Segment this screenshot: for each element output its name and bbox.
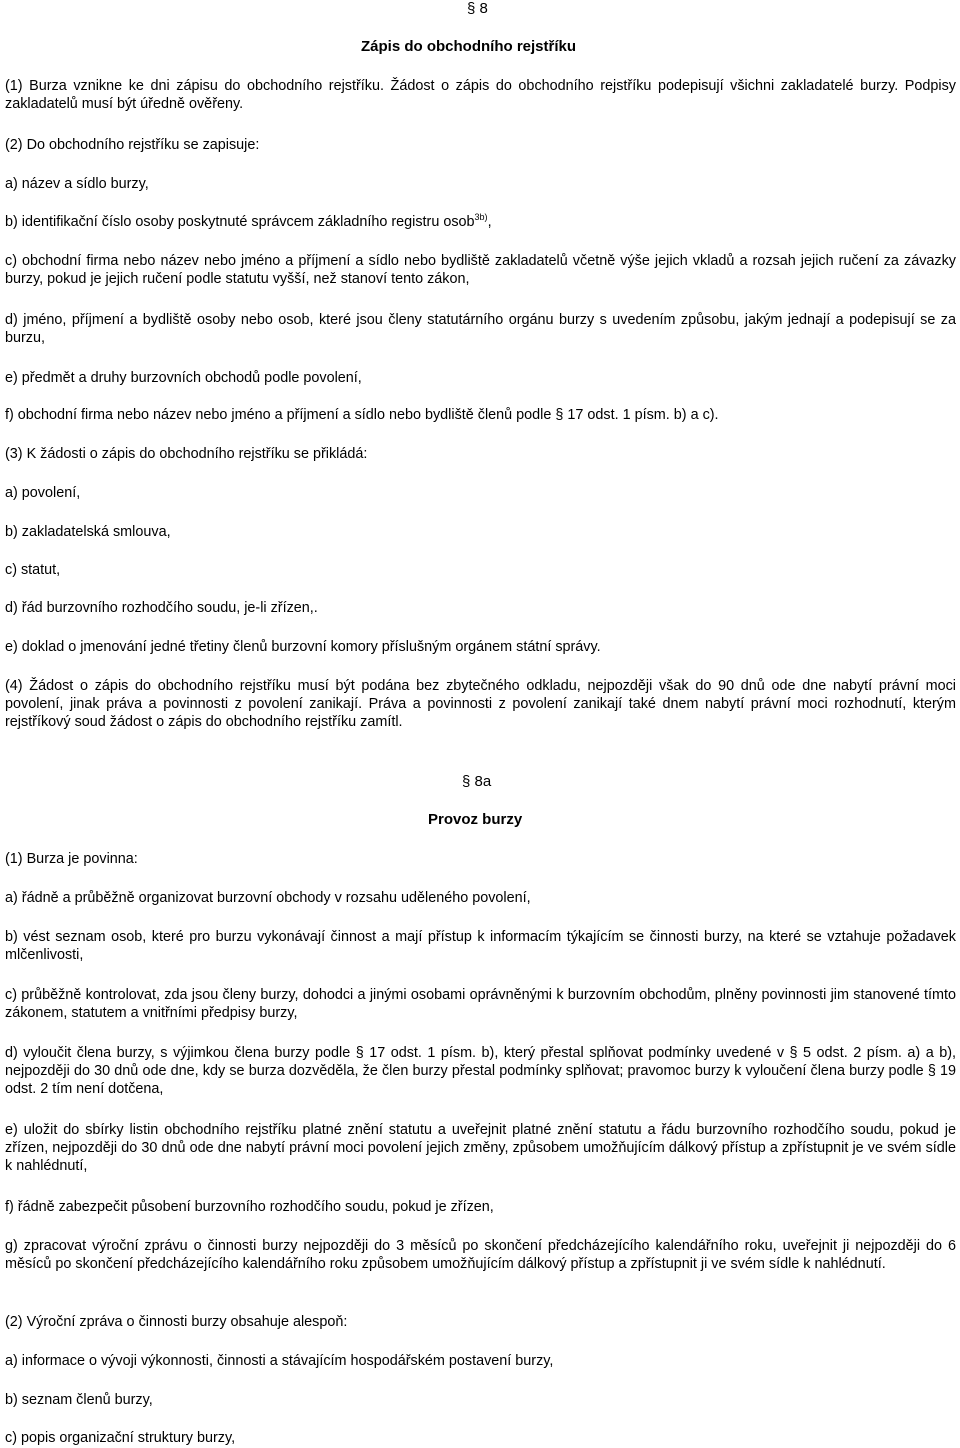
section-8-heading: § 8 [467,0,488,17]
s8a-item-1c: c) průběžně kontrolovat, zda jsou členy burzy, dohodci a jinými osobami oprávněnými k burzovním obchodům, plněny povinnosti jim stanovené tímto zákonem, statutem a vnitřními předpisy burzy, [5,987,956,1021]
s8a-paragraph-2-intro: (2) Výroční zpráva o činnosti burzy obsahuje alespoň: [5,1314,348,1330]
s8a-item-1g: g) zpracovat výroční zprávu o činnosti burzy nejpozději do 3 měsíců po skončení předcházejícího kalendářního roku, uveřejnit ji nejpozději do 6 měsíců po skončení předcházejícího kalendářního roku způsobem umožňujícím dálkový přístup a zpřístupnit ji ve svém sídle k nahlédnutí. [5,1238,956,1272]
s8a-item-1a: a) řádně a průběžně organizovat burzovní obchody v rozsahu uděleného povolení, [5,890,531,906]
s8-item-3b: b) zakladatelská smlouva, [5,524,171,540]
s8a-item-1b: b) vést seznam osob, které pro burzu vykonávají činnost a mají přístup k informacím týkajícím se činnosti burzy, na které se vztahuje požadavek mlčenlivosti, [5,929,956,963]
s8a-item-2c: c) popis organizační struktury burzy, [5,1430,236,1446]
s8-paragraph-1: (1) Burza vznikne ke dni zápisu do obchodního rejstříku. Žádost o zápis do obchodního rejstříku podepisují všichni zakladatelé burzy. Podpisy zakladatelů musí být úředně ověřeny. [5,78,956,112]
s8-item-2b-end: , [487,214,492,230]
s8a-item-2b: b) seznam členů burzy, [5,1392,153,1408]
s8-item-2a: a) název a sídlo burzy, [5,176,149,192]
s8-item-2c: c) obchodní firma nebo název nebo jméno a příjmení a sídlo nebo bydliště zakladatelů včetně výše jejich vkladů a rozsah jejich ručení za závazky burzy, pokud je jejich ručení podle statutu vyšší, než stanoví tento zákon, [5,253,956,287]
s8-paragraph-3-intro: (3) K žádosti o zápis do obchodního rejstříku se přikládá: [5,446,368,462]
s8a-item-1e: e) uložit do sbírky listin obchodního rejstříku platné znění statutu a uveřejnit platné znění statutu a řádu burzovního rozhodčího soudu, pokud je zřízen, nejpozději do 30 dnů ode dne nabytí právní moci povolení jejich změny, způsobem umožňujícím dálkový přístup a zpřístupnit je ve svém sídle k nahlédnutí, [5,1122,956,1174]
section-8a-title: Provoz burzy [428,811,523,828]
s8-item-3d: d) řád burzovního rozhodčího soudu, je-li zřízen,. [5,600,318,616]
s8-item-2b-text: b) identifikační číslo osoby poskytnuté správcem základního registru osob [5,214,475,230]
section-8a-heading: § 8a [462,773,492,790]
footnote-ref: 3b) [474,212,488,223]
s8-item-2f: f) obchodní firma nebo název nebo jméno a příjmení a sídlo nebo bydliště členů podle § 17 odst. 1 písm. b) a c). [5,407,719,423]
s8-paragraph-4: (4) Žádost o zápis do obchodního rejstříku musí být podána bez zbytečného odkladu, nejpozději však do 90 dnů ode dne nabytí právní moci povolení, jinak práva a povinnosti z povolení zanikají. Práva a povinnosti z povolení zanikají také dnem nabytí právní moci rozhodnutí, kterým rejstříkový soud žádost o zápis do obchodního rejstříku zamítl. [5,678,956,730]
s8-item-2e: e) předmět a druhy burzovních obchodů podle povolení, [5,370,362,386]
s8-item-2d: d) jméno, příjmení a bydliště osoby nebo osob, které jsou členy statutárního orgánu burzy s uvedením způsobu, jakým jednají a podepisují se za burzu, [5,312,956,346]
s8a-item-2a: a) informace o vývoji výkonnosti, činnosti a stávajícím hospodářském postavení burzy, [5,1353,554,1369]
s8-item-3e: e) doklad o jmenování jedné třetiny členů burzovní komory příslušným orgánem státní správy. [5,639,601,655]
s8-paragraph-2-intro: (2) Do obchodního rejstříku se zapisuje: [5,137,260,153]
s8-item-3a: a) povolení, [5,485,81,501]
section-8-title: Zápis do obchodního rejstříku [361,38,577,55]
s8-item-2b [5,213,956,231]
s8-item-3c: c) statut, [5,562,61,578]
s8a-item-1d: d) vyloučit člena burzy, s výjimkou člena burzy podle § 17 odst. 1 písm. b), který přestal splňovat podmínky uvedené v § 5 odst. 2 písm. a) a b), nejpozději do 30 dnů ode dne, kdy se burza dozvěděla, že člen burzy přestal podmínky splňovat; pravomoc burzy k vyloučení člena burzy podle § 19 odst. 2 tím není dotčena, [5,1045,956,1097]
s8a-item-1f: f) řádně zabezpečit působení burzovního rozhodčího soudu, pokud je zřízen, [5,1199,494,1215]
s8a-paragraph-1-intro: (1) Burza je povinna: [5,851,138,867]
